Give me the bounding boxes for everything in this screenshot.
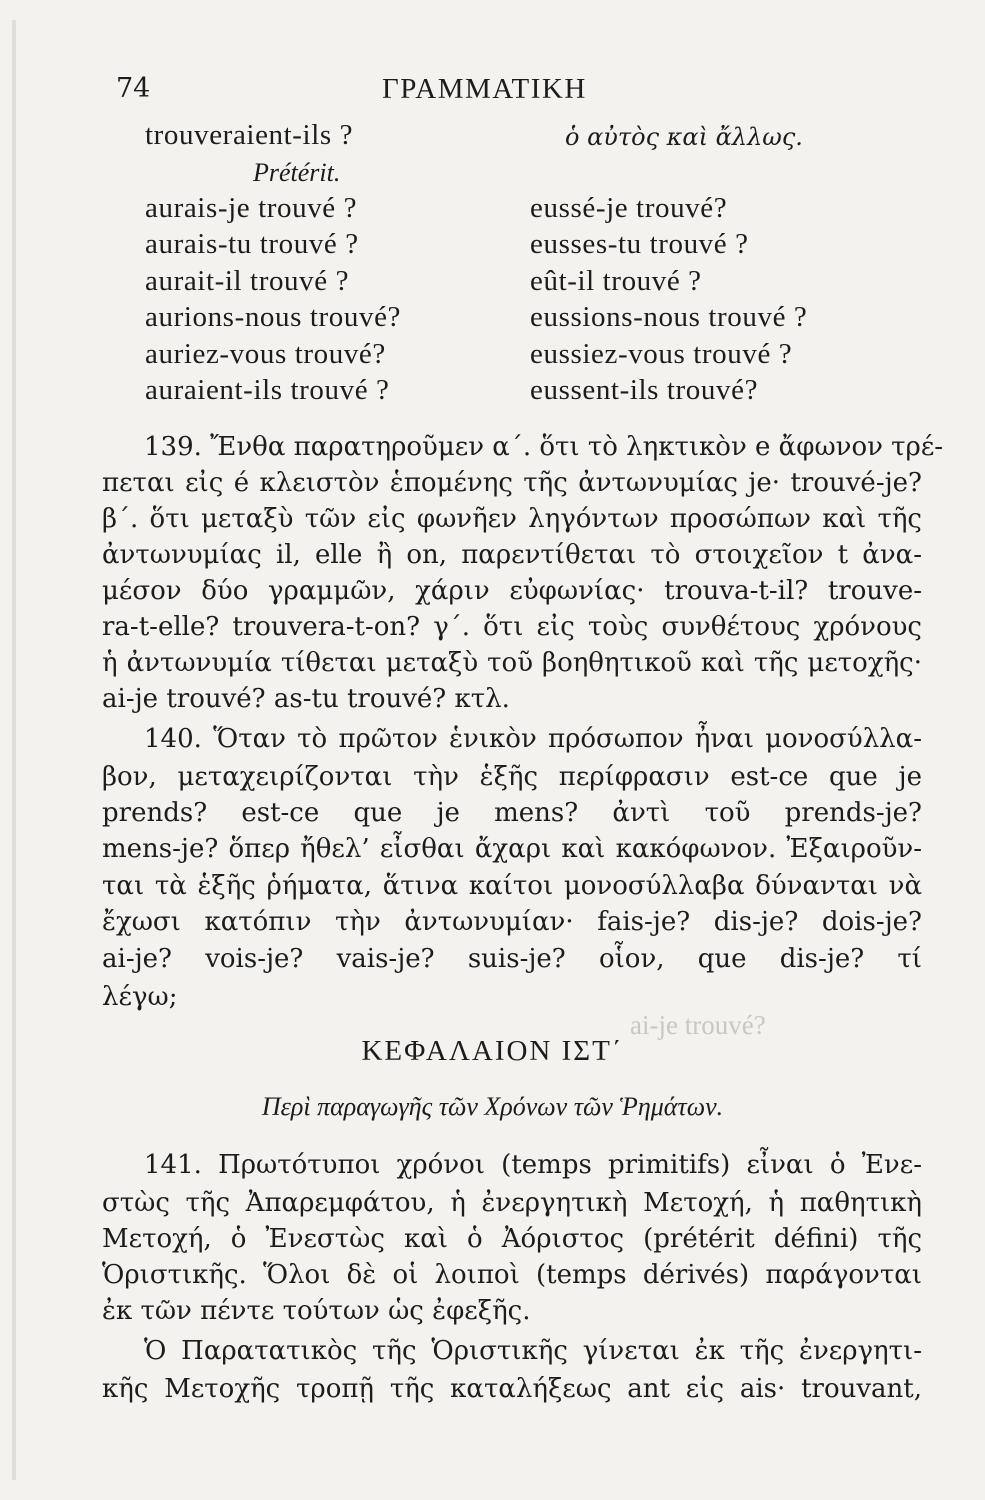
conj-row-left: aurais-tu trouvé ?	[145, 228, 359, 260]
conj-row-right: eussé-je trouvé?	[530, 192, 728, 224]
para-last-line: Ὁ Παρατατικὸς τῆς Ὁριστικῆς γίνεται ἐκ τῆς ἐνεργητι-	[144, 1336, 922, 1366]
para-140-line: ἔχωσι κατόπιν τὴν ἀντωνυμίαν· fais-je? dis-je? dois-je?	[102, 907, 922, 937]
para-140-line: βον, μεταχειρίζονται τὴν ἑξῆς περίφρασιν est-ce que je	[102, 762, 922, 792]
conj-row-left: aurait-il trouvé ?	[145, 265, 350, 297]
chapter-subtitle: Περὶ παραγωγῆς τῶν Χρόνων τῶν Ῥημάτων.	[261, 1092, 724, 1121]
conj-row-left: auriez-vous trouvé?	[145, 338, 386, 370]
conj-first-right: ὁ αὐτὸς καὶ ἄλλως.	[565, 123, 803, 151]
para-141-line: Ὁριστικῆς. Ὅλοι δὲ οἱ λοιποὶ (temps dérivés) παράγονται	[102, 1260, 922, 1290]
conj-row-right: eussent-ils trouvé?	[530, 374, 759, 406]
page-edge-shadow	[12, 20, 16, 1480]
para-140-line: mens-je? ὅπερ ἤθελ’ εἶσθαι ἄχαρι καὶ κακόφωνον. Ἐξαιροῦν-	[102, 834, 922, 864]
para-139-line: 139. Ἔνθα παρατηροῦμεν α΄. ὅτι τὸ ληκτικὸν e ἄφωνον τρέ-	[144, 432, 944, 462]
para-139-line: ἡ ἀντωνυμία τίθεται μεταξὺ τοῦ βοηθητικοῦ καὶ τῆς μετοχῆς·	[102, 648, 922, 678]
conj-first-left: trouveraient-ils ?	[145, 119, 354, 151]
para-140-line: ται τὰ ἑξῆς ῥήματα, ἅτινα καίτοι μονοσύλλαβα δύνανται νὰ	[102, 871, 922, 901]
conj-row-right: eût-il trouvé ?	[530, 265, 702, 297]
conj-row-right: eussions-nous trouvé ?	[530, 301, 808, 333]
para-140-line: ai-je? vois-je? vais-je? suis-je? οἷον, que dis-je? τί	[102, 944, 922, 974]
conj-row-left: aurais-je trouvé ?	[145, 192, 358, 224]
page-number: 74	[116, 73, 151, 104]
chapter-title: ΚΕΦΑΛΑΙΟΝ ΙΣΤ΄	[361, 1035, 624, 1067]
conj-row-left: auraient-ils trouvé ?	[145, 374, 390, 406]
para-last-line: κῆς Μετοχῆς τροπῇ τῆς καταλήξεως ant εἰς ais· trouvant,	[102, 1374, 922, 1404]
running-title: ΓΡΑΜΜΑΤΙΚΗ	[382, 73, 587, 105]
para-139-line: ἀντωνυμίας il, elle ἢ on, παρεντίθεται τὸ στοιχεῖον t ἀνα-	[102, 540, 922, 570]
para-139-line: ra-t-elle? trouvera-t-on? γ΄. ὅτι εἰς τοὺς συνθέτους χρόνους	[102, 612, 922, 642]
conj-row-right: eusses-tu trouvé ?	[530, 228, 749, 260]
para-139-line: ai-je trouvé? as-tu trouvé? κτλ.	[102, 684, 510, 714]
para-140-line: 140. Ὅταν τὸ πρῶτον ἑνικὸν πρόσωπον ἦναι μονοσύλλα-	[144, 724, 922, 754]
bleed-through-text: ai-je trouvé?	[630, 1010, 766, 1040]
para-139-line: πεται εἰς é κλειστὸν ἑπομένης τῆς ἀντωνυμίας je· trouvé-je?	[102, 468, 922, 498]
conj-row-right: eussiez-vous trouvé ?	[530, 338, 793, 370]
para-141-line: 141. Πρωτότυποι χρόνοι (temps primitifs) εἶναι ὁ Ἐνε-	[144, 1150, 922, 1180]
para-140-line: λέγω;	[102, 982, 178, 1012]
para-140-line: prends? est-ce que je mens? ἀντὶ τοῦ prends-je?	[102, 798, 922, 828]
para-141-line: ἐκ τῶν πέντε τούτων ὡς ἐφεξῆς.	[102, 1296, 531, 1326]
para-139-line: μέσον δύο γραμμῶν, χάριν εὐφωνίας· trouva-t-il? trouve-	[102, 576, 922, 606]
conj-row-left: aurions-nous trouvé?	[145, 301, 402, 333]
para-141-line: Μετοχή, ὁ Ἐνεστὼς καὶ ὁ Ἀόριστος (prétérit défini) τῆς	[102, 1224, 922, 1254]
para-139-line: β΄. ὅτι μεταξὺ τῶν εἰς φωνῆεν ληγόντων προσώπων καὶ τῆς	[102, 504, 922, 534]
conj-subhead: Prétérit.	[253, 158, 341, 187]
para-141-line: στὼς τῆς Ἀπαρεμφάτου, ἡ ἐνεργητικὴ Μετοχή, ἡ παθητικὴ	[102, 1188, 922, 1218]
